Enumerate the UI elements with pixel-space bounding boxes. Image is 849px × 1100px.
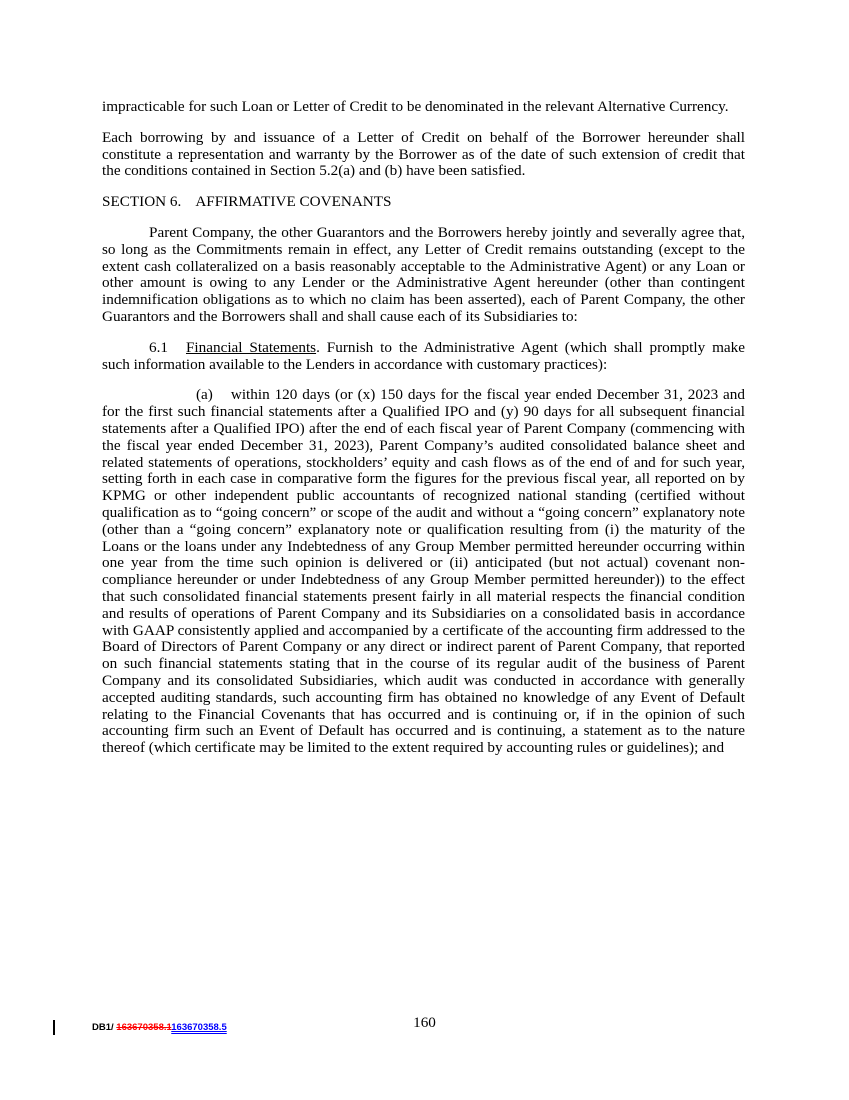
document-id-inserted: 163670358.5 <box>171 1022 227 1033</box>
section-number: SECTION 6. <box>102 193 182 211</box>
subsection-number: 6.1 <box>149 338 168 356</box>
page-number: 160 <box>413 1014 436 1031</box>
document-id-deleted: 163670358.1 <box>116 1022 172 1033</box>
document-body <box>102 99 745 771</box>
section-title: AFFIRMATIVE COVENANTS <box>195 193 392 211</box>
paragraph-continuation: impracticable for such Loan or Letter of Credit to be denominated in the relevant Alternative Currency. <box>102 98 729 115</box>
clause-a <box>102 387 745 757</box>
paragraph-borrowing-representation: Each borrowing by and issuance of a Letter of Credit on behalf of the Borrower hereunder shall constitute a representation and warranty by the Borrower as of the date of such extension of credit that the conditions contained in Section 5.2(a) and (b) have been satisfied. <box>102 128 745 180</box>
subsection-text: . Furnish to the Administrative Agent (which shall promptly make such information available to the Lenders in accordance with customary practices): <box>102 338 745 373</box>
paragraph-covenant-intro: Parent Company, the other Guarantors and the Borrowers hereby jointly and severally agree that, so long as the Commitments remain in effect, any Letter of Credit remains outstanding (except to the extent cash collateralized on a basis reasonably acceptable to the Administrative Agent) or any Loan or other amount is owing to any Lender or the Administrative Agent hereunder (other than contingent indemnification obligations as to which no claim has been asserted), each of Parent Company, the other Guarantors and the Borrowers shall and shall cause each of its Subsidiaries to: <box>102 223 745 325</box>
subsection-title: Financial Statements <box>185 338 317 356</box>
section-heading <box>102 194 745 211</box>
subsection-6-1 <box>102 340 745 374</box>
clause-text: within 120 days (or (x) 150 days for the fiscal year ended December 31, 2023 and for the first such financial statements after a Qualified IPO and (y) 90 days for all subsequent financial statements after a Qualified IPO) after the end of each fiscal year of Parent Company (commencing with the fiscal year ended December 31, 2023), Parent Company’s audited consolidated balance sheet and related statements of operations, stockholders’ equity and cash flows as of the end of and for such year, setting forth in each case in comparative form the figures for the previous fiscal year, all reported on by KPMG or other independent public accountants of recognized national standing (certified without qualification as to “going concern” or scope of the audit and without a “going concern” explanatory note (other than a “going concern” explanatory note or qualification resulting from (i) the maturity of the Loans or the loans under any Indebtedness of any Group Member permitted hereunder occurring within one year from the time such opinion is delivered or (ii) anticipated (but not actual) covenant non-compliance hereunder or under Indebtedness of any Group Member permitted hereunder)) to the effect that such consolidated financial statements present fairly in all material respects the financial condition and results of operations of Parent Company and its Subsidiaries on a consolidated basis in accordance with GAAP consistently applied and accompanied by a certificate of the accounting firm addressed to the Board of Directors of Parent Company or any direct or indirect parent of Parent Company, that reported on such financial statements stating that in the course of its regular audit of the business of Parent Company and its consolidated Subsidiaries, which audit was conducted in accordance with generally accepted auditing standards, such accounting firm has obtained no knowledge of any Event of Default relating to the Financial Covenants that has occurred and is continuing or, if in the opinion of such accounting firm such an Event of Default has occurred and is continuing, a statement as to the nature thereof (which certificate may be limited to the extent required by accounting rules or guidelines); and <box>102 386 745 757</box>
document-id-prefix: DB1/ <box>92 1022 117 1033</box>
clause-label: (a) <box>196 386 213 404</box>
